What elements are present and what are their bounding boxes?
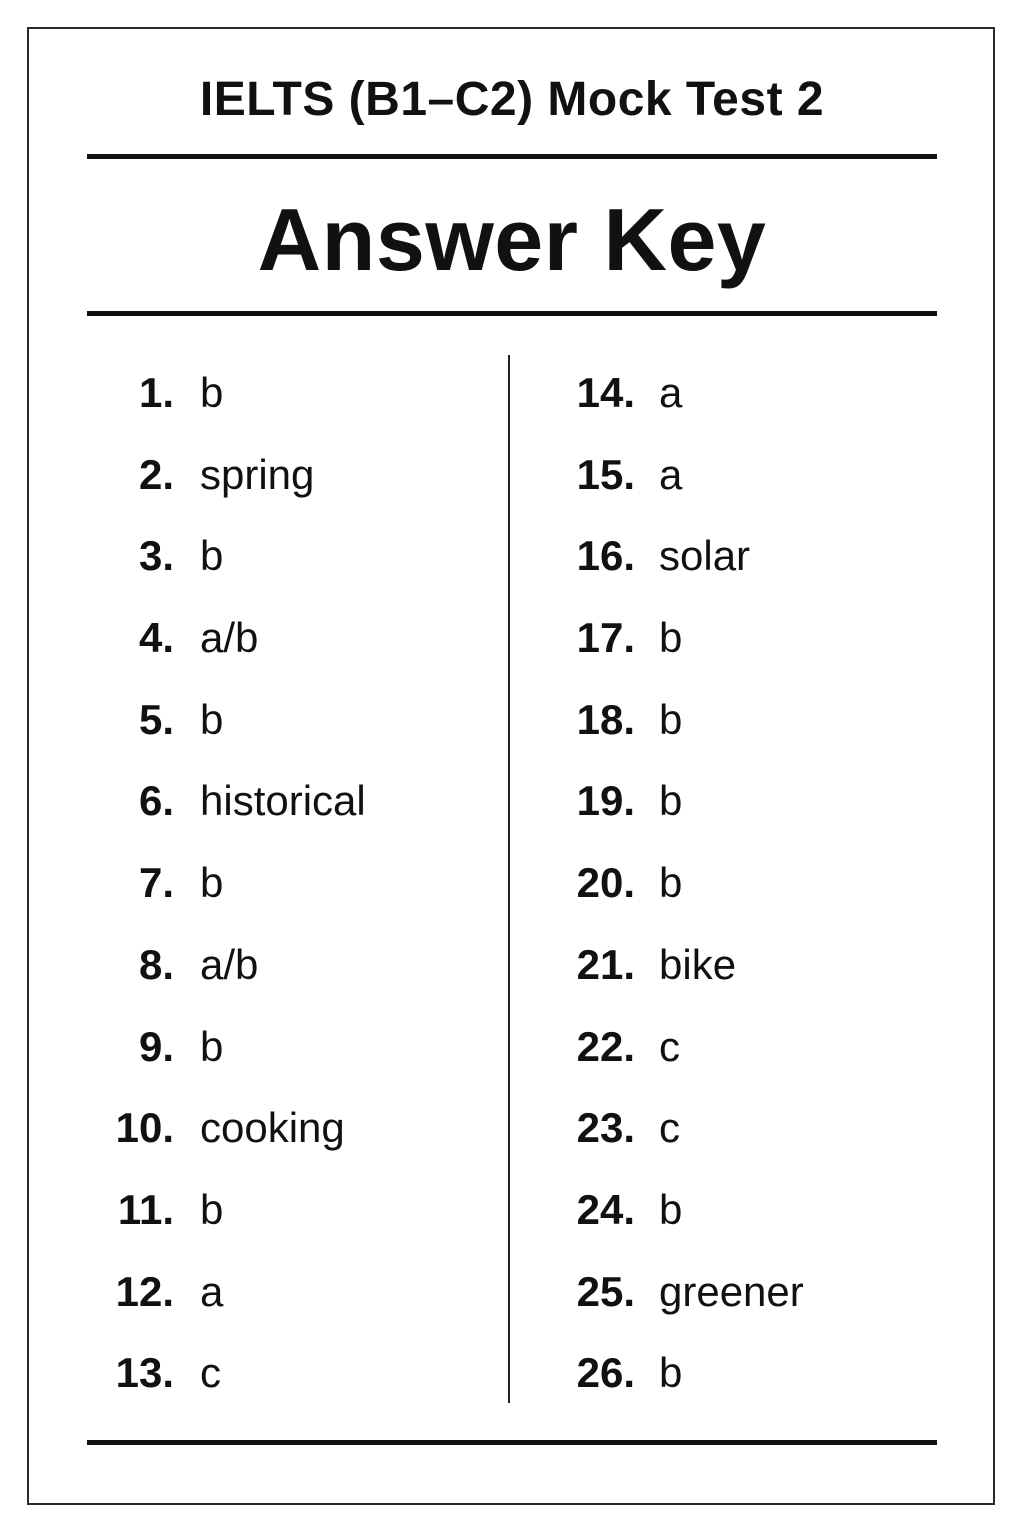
answer-item bbox=[0, 1169, 1024, 1251]
answer-value: cooking bbox=[200, 1104, 345, 1152]
question-number: 14. bbox=[576, 369, 635, 416]
question-number: 18. bbox=[576, 695, 635, 743]
answer-item bbox=[0, 597, 1024, 679]
answer-value: b bbox=[659, 777, 683, 825]
question-number: 12. bbox=[115, 1267, 174, 1315]
question-number: 26. bbox=[576, 1349, 635, 1397]
answer-item bbox=[0, 842, 1024, 924]
answer-value: b bbox=[200, 1022, 224, 1070]
bottom-divider bbox=[87, 1440, 937, 1445]
answer-value: solar bbox=[659, 532, 751, 580]
answer-item bbox=[0, 924, 1024, 1006]
question-number: 25. bbox=[576, 1267, 635, 1315]
question-number: 17. bbox=[576, 614, 635, 662]
answer-value: bike bbox=[659, 940, 737, 988]
question-number: 1. bbox=[138, 369, 174, 416]
answer-value: a bbox=[200, 1267, 224, 1315]
question-number: 11. bbox=[117, 1185, 174, 1233]
question-number: 10. bbox=[115, 1104, 174, 1152]
question-number: 20. bbox=[576, 859, 635, 907]
answer-value: b bbox=[200, 532, 224, 580]
answer-value: b bbox=[200, 859, 224, 907]
answer-value: a/b bbox=[200, 614, 259, 662]
question-number: 8. bbox=[138, 940, 174, 988]
answer-value: c bbox=[659, 1022, 680, 1070]
question-number: 6. bbox=[138, 777, 174, 825]
answer-item bbox=[0, 515, 1024, 597]
question-number: 16. bbox=[576, 532, 635, 580]
question-number: 15. bbox=[576, 450, 635, 498]
answer-value: a bbox=[659, 369, 683, 416]
question-number: 3. bbox=[138, 532, 174, 580]
answer-value: historical bbox=[200, 777, 366, 825]
page-title: Answer Key bbox=[257, 190, 767, 289]
answer-item bbox=[0, 1006, 1024, 1088]
question-number: 13. bbox=[115, 1349, 174, 1397]
answer-item bbox=[0, 1251, 1024, 1333]
answer-list-right bbox=[0, 352, 1024, 1414]
top-divider bbox=[87, 154, 937, 159]
answer-value: c bbox=[659, 1104, 680, 1152]
answer-value: c bbox=[200, 1349, 221, 1397]
answer-item bbox=[0, 1087, 1024, 1169]
answer-value: b bbox=[200, 695, 224, 743]
answer-item bbox=[0, 1332, 1024, 1414]
answer-value: a bbox=[659, 450, 683, 498]
question-number: 7. bbox=[138, 859, 174, 907]
answer-item bbox=[0, 352, 1024, 434]
answer-value: b bbox=[659, 614, 683, 662]
test-subtitle: IELTS (B1–C2) Mock Test 2 bbox=[199, 73, 825, 126]
answer-value: b bbox=[659, 695, 683, 743]
answer-item bbox=[0, 679, 1024, 761]
question-number: 23. bbox=[576, 1104, 635, 1152]
question-number: 22. bbox=[576, 1022, 635, 1070]
answer-value: spring bbox=[200, 450, 315, 498]
answer-value: b bbox=[659, 859, 683, 907]
answer-value: b bbox=[659, 1349, 683, 1397]
question-number: 5. bbox=[138, 695, 174, 743]
answer-value: b bbox=[659, 1185, 683, 1233]
question-number: 2. bbox=[138, 450, 174, 498]
answer-value: a/b bbox=[200, 940, 259, 988]
answer-value: greener bbox=[659, 1267, 804, 1315]
answer-item bbox=[0, 434, 1024, 516]
question-number: 4. bbox=[138, 614, 174, 662]
question-number: 19. bbox=[576, 777, 635, 825]
title-divider bbox=[87, 311, 937, 316]
question-number: 21. bbox=[576, 940, 635, 988]
question-number: 24. bbox=[576, 1185, 635, 1233]
answer-item bbox=[0, 760, 1024, 842]
question-number: 9. bbox=[138, 1022, 174, 1070]
answer-value: b bbox=[200, 1185, 224, 1233]
answer-value: b bbox=[200, 369, 224, 416]
